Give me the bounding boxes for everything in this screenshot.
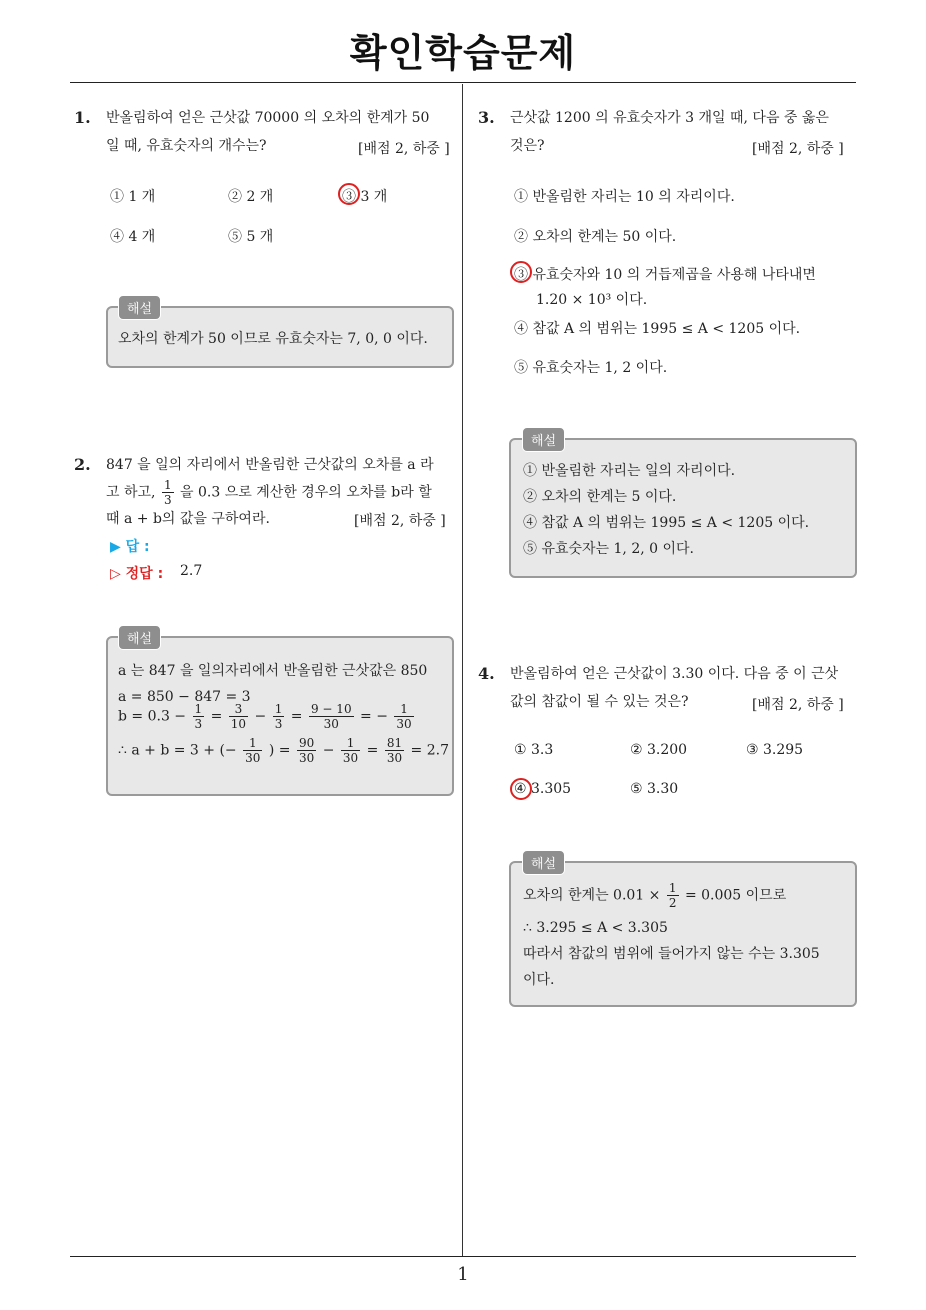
fraction	[243, 736, 262, 765]
fraction	[667, 881, 679, 910]
numerator: 90	[298, 736, 315, 750]
numerator: 1	[274, 702, 283, 716]
expl-text: =	[210, 708, 223, 725]
correct-answer-label: ▷ 정답 :	[110, 566, 164, 582]
explanation-line: ∴ 3.295 ≤ A < 3.305	[523, 920, 668, 936]
explanation-line: ⑤ 유효숫자는 1, 2, 0 이다.	[523, 541, 694, 557]
option-1[interactable]: ① 3.3	[514, 742, 554, 758]
fraction	[273, 702, 285, 731]
fraction	[229, 702, 248, 731]
column-divider	[462, 84, 463, 1256]
option-3[interactable]: ③ 3.295	[746, 742, 804, 758]
header-rule	[70, 82, 856, 83]
question-number: 1.	[74, 108, 91, 127]
expl-text: =	[290, 708, 303, 725]
denominator: 30	[396, 717, 412, 731]
explanation-tag: 해설	[522, 427, 565, 452]
explanation-text: 오차의 한계가 50 이므로 유효숫자는 7, 0, 0 이다.	[118, 331, 428, 347]
question-text: 을 0.3 으로 계산한 경우의 오차를 b라 할	[180, 484, 432, 501]
score-meta: [배점 2, 하중 ]	[752, 697, 844, 713]
question-text-line: 일 때, 유효숫자의 개수는?	[106, 138, 267, 154]
fraction	[341, 736, 360, 765]
expl-text: −	[254, 708, 267, 725]
expl-text: −	[322, 742, 335, 759]
score-meta: [배점 2, 하중 ]	[354, 513, 446, 529]
explanation-line	[118, 736, 449, 765]
denominator: 30	[323, 717, 339, 731]
score-meta: [배점 2, 하중 ]	[752, 141, 844, 157]
option-5[interactable]: ⑤ 3.30	[630, 781, 679, 797]
question-number: 3.	[478, 108, 495, 127]
footer-rule	[70, 1256, 856, 1257]
expl-text: b = 0.3 −	[118, 708, 187, 725]
fraction	[162, 478, 174, 507]
explanation-line: ② 오차의 한계는 5 이다.	[523, 489, 677, 505]
selected-answer-circle-icon	[510, 778, 532, 800]
option-3[interactable]: ③ 3 개	[342, 189, 388, 205]
explanation-line: 이다.	[523, 972, 555, 988]
option-3[interactable]: ③ 유효숫자와 10 의 거듭제곱을 사용해 나타내면	[514, 267, 816, 283]
explanation-line	[523, 881, 786, 910]
option-2[interactable]: ② 3.200	[630, 742, 688, 758]
score-meta: [배점 2, 하중 ]	[358, 141, 450, 157]
denominator: 30	[386, 751, 403, 765]
option-3-continued: 1.20 × 10³ 이다.	[536, 292, 648, 308]
expl-text: =	[366, 742, 379, 759]
numerator: 9 − 10	[310, 702, 352, 716]
explanation-tag: 해설	[522, 850, 565, 875]
fraction	[297, 736, 316, 765]
option-5[interactable]: ⑤ 유효숫자는 1, 2 이다.	[514, 360, 668, 376]
question-number: 2.	[74, 455, 91, 474]
selected-answer-circle-icon	[338, 183, 360, 205]
answer-label: ▶ 답 :	[110, 539, 150, 555]
explanation-tag: 해설	[118, 295, 161, 320]
expl-text: ) =	[268, 742, 291, 759]
denominator: 3	[194, 717, 203, 731]
expl-text: = 0.005 이므로	[684, 887, 787, 904]
question-text-line: 847 을 일의 자리에서 반올림한 근삿값의 오차를 a 라	[106, 457, 434, 473]
explanation-box	[106, 636, 454, 796]
page-title: 확인학습문제	[349, 31, 577, 75]
question-text: 고 하고,	[106, 484, 156, 501]
option-4[interactable]: ④ 참값 A 의 범위는 1995 ≤ A < 1205 이다.	[514, 321, 801, 337]
explanation-line: ④ 참값 A 의 범위는 1995 ≤ A < 1205 이다.	[523, 515, 810, 531]
denominator: 30	[342, 751, 359, 765]
option-2[interactable]: ② 2 개	[228, 189, 274, 205]
option-2[interactable]: ② 오차의 한계는 50 이다.	[514, 229, 677, 245]
question-text-line: 값의 참값이 될 수 있는 것은?	[510, 694, 689, 710]
denominator: 3	[274, 717, 283, 731]
question-text-line: 때 a + b의 값을 구하여라.	[106, 511, 270, 527]
explanation-tag: 해설	[118, 625, 161, 650]
question-text-line: 근삿값 1200 의 유효숫자가 3 개일 때, 다음 중 옳은	[510, 110, 829, 126]
explanation-line	[118, 702, 416, 731]
option-4[interactable]: ④ 4 개	[110, 229, 156, 245]
fraction	[385, 736, 404, 765]
numerator: 1	[394, 702, 413, 717]
option-4[interactable]: ④ 3.305	[514, 781, 572, 797]
question-text-line: 반올림하여 얻은 근삿값이 3.30 이다. 다음 중 이 근삿	[510, 666, 839, 682]
numerator: 1	[163, 478, 172, 492]
denominator: 30	[298, 751, 315, 765]
denominator: 30	[245, 751, 261, 765]
expl-text: = −	[360, 708, 388, 725]
numerator: 1	[194, 702, 203, 716]
fraction	[309, 702, 354, 731]
denominator: 10	[230, 717, 247, 731]
expl-text: 오차의 한계는 0.01 ×	[523, 887, 661, 904]
question-text-line	[106, 478, 432, 507]
numerator: 3	[229, 702, 248, 717]
explanation-line: a 는 847 을 일의자리에서 반올림한 근삿값은 850	[118, 663, 428, 679]
expl-text: = 2.7	[410, 742, 449, 759]
explanation-line: a = 850 − 847 = 3	[118, 689, 251, 705]
option-5[interactable]: ⑤ 5 개	[228, 229, 274, 245]
explanation-box	[509, 438, 857, 578]
selected-answer-circle-icon	[510, 261, 532, 283]
question-number: 4.	[478, 664, 495, 683]
fraction	[193, 702, 205, 731]
correct-answer-value: 2.7	[180, 563, 203, 579]
question-text-line: 반올림하여 얻은 근삿값 70000 의 오차의 한계가 50	[106, 110, 430, 126]
fraction	[394, 702, 413, 731]
numerator: 1	[668, 881, 677, 895]
explanation-line: 따라서 참값의 범위에 들어가지 않는 수는 3.305	[523, 946, 820, 962]
option-1[interactable]: ① 1 개	[110, 189, 156, 205]
option-1[interactable]: ① 반올림한 자리는 10 의 자리이다.	[514, 189, 735, 205]
page-number: 1	[457, 1264, 469, 1285]
denominator: 3	[163, 493, 172, 507]
numerator: 1	[341, 736, 360, 751]
denominator: 2	[668, 896, 677, 910]
numerator: 81	[386, 736, 403, 750]
explanation-box	[509, 861, 857, 1007]
question-text-line: 것은?	[510, 138, 545, 154]
expl-text: ∴ a + b = 3 + (−	[118, 742, 237, 759]
numerator: 1	[243, 736, 262, 751]
explanation-line: ① 반올림한 자리는 일의 자리이다.	[523, 463, 736, 479]
